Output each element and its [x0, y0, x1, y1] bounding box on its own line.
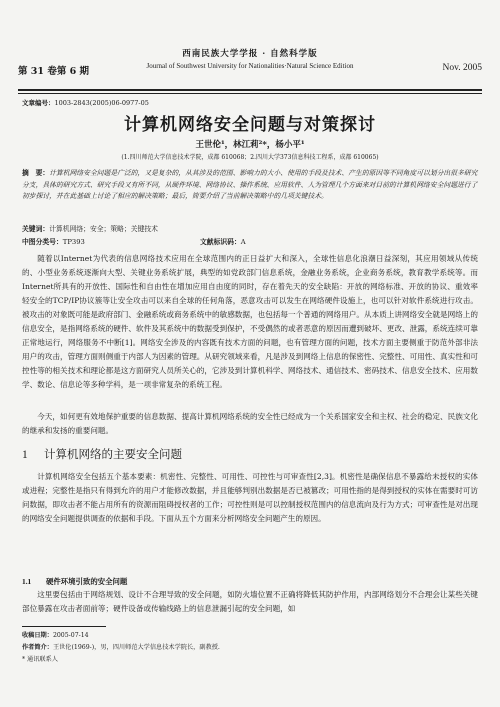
section-heading-1 [22, 446, 182, 462]
section-number: 1 [22, 449, 28, 461]
paper-title: 计算机网络安全问题与对策探讨 [124, 115, 376, 135]
paragraph-text: 随着以Internet为代表的信息网络技术应用在全球范围内的正日益扩大和深入，全球性信息化浪潮日益深刻，其应用领域从传统的、小型业务系统逐渐向大型、关键业务系统扩展，典型的如党政部门信息系统，金融业务系统，企业商务系统，教育教学系统等。而Internet所具有的开放性、国际性和自由性在增加应用自由度的同时，存在着先天的安全缺陷：开放的网络标准、开放的协议、重效率轻安全的TCP/IP协议簇等让安全攻击可以来自全球的任何角落，恶意攻击可以发生在网络硬件设施上，也可以针对软件系统进行攻击。被攻击的对象既可能是政府部门、金融系统或商务系统中的敏感数据，也包括每一个普通的网络用户。从本质上讲网络安全就是网络上的信息安全，是指网络系统的硬件、软件及其系统中的数据受到保护，不受偶然的或者恶意的原因而遭到破坏、更改、泄露，系统连续可靠正常地运行，网络服务不中断[1]。网络安全涉及的内容既有技术方面的问题，也有管理方面的问题，技术方面主要侧重于防范外部非法用户的攻击，管理方面则侧重于内部人为因素的管理。从研究领域来看，凡是涉及到网络上信息的保密性、完整性、可用性、真实性和可控性等的相关技术和理论都是这方面研究人员所关心的，它涉及到计算机科学、网络技术、通信技术、密码技术、信息安全技术、应用数学、数论、信息论等多种学科，是一项非常复杂的系统工程。 [22, 254, 478, 389]
doc-code-label: 文献标识码： [200, 238, 241, 246]
document-code [200, 236, 246, 246]
paragraph-text: 今天，如何更有效地保护重要的信息数据、提高计算机网络系统的安全性已经成为一个关系国家安全和主权、社会的稳定、民族文化的继承和发扬的重要问题。 [22, 412, 478, 435]
clc-label: 中图分类号： [22, 238, 63, 246]
issue-label: 第 31 卷第 6 期 [18, 66, 90, 77]
subsection-number: 1.1 [22, 577, 32, 586]
running-header [18, 47, 482, 87]
clc-number [22, 236, 85, 246]
footnote-author [22, 642, 220, 651]
section-title: 计算机网络的主要安全问题 [44, 447, 182, 461]
intro-paragraph-2 [22, 410, 478, 438]
abstract-text: 计算机网络安全问题是广泛的，又是复杂的，从其涉及的范围、影响力的大小、使用的手段及技术、产生的原因等不同角度可以划分出很多研究分支，具体的研究方式、研究手段又有所不同，从硬件环境、网络协议、操作系统、应用软件、人为管理几个方面来对目前的计算机网络安全问题进行了初步探讨，并在此基础上讨论了相应的解决策略；最后，简要介绍了当前解决策略中的几项关键技术。 [22, 169, 478, 200]
author-list: 王世伦¹，林江莉²*，杨小平¹ [195, 140, 305, 150]
keywords-label: 关键词： [22, 225, 50, 233]
clc-value: TP393 [62, 238, 85, 246]
author-bio: 王世伦(1969-)，男，四川师范大学信息技术学院长，副教授. [52, 644, 220, 651]
affiliations: (1.四川师范大学信息技术学院，成都 610068；2.四川大学373信息科技工程系，成都 610065) [121, 154, 379, 161]
keywords-text: 计算机网络；安全；策略；关键技术 [49, 225, 158, 233]
paragraph-text: 这里要包括由于网络规划、设计不合理导致的安全问题，如防火墙位置不正确将降低其防护作用，内部网络划分不合理会让某些关键部位暴露在攻击者面前等；硬件设备或传输线路上的信息泄漏引起的安全问题，如 [22, 590, 478, 613]
paragraph-text: 计算机网络安全包括五个基本要素：机密性、完整性、可用性、可控性与可审查性[2,3]。机密性是确保信息不暴露给未授权的实体或进程；完整性是指只有得到允许的用户才能修改数据，并且能够判别出数据是否已被篡改；可用性指的是得到授权的实体在需要时可访问数据，即攻击者不能占用所有的资源而阻碍授权者的工作；可控性则是可以控制授权范围内的信息流向及行为方式；可审查性是对出现的网络安全问题提供调查的依据和手段。下面从五个方面来分析网络安全问题产生的原因。 [22, 472, 478, 523]
header-rule [18, 89, 482, 91]
article-number [22, 98, 149, 107]
author-bio-label: 作者简介： [22, 644, 53, 651]
article-number-value: 1003-2843(2005)06-0977-05 [54, 99, 149, 107]
doc-code-value: A [240, 238, 246, 246]
journal-name-cn: 西南民族大学学报 · 自然科学版 [182, 49, 318, 59]
received-label: 收稿日期： [22, 632, 53, 639]
abstract-label: 摘 要： [22, 169, 50, 177]
subsection-title: 硬件环境引致的安全问题 [46, 577, 128, 586]
subsection-1-1-paragraph [22, 588, 478, 616]
footnote-corresponding: * 通讯联系人 [22, 656, 58, 663]
keywords [22, 223, 158, 233]
subsection-heading-1-1 [22, 576, 127, 587]
article-number-label: 文章编号： [22, 99, 55, 107]
received-date: 2005-07-14 [52, 632, 89, 639]
intro-paragraph-1 [22, 252, 478, 392]
journal-name-en: Journal of Southwest University for Nationalities·Natural Science Edition [146, 62, 354, 70]
issue-date: Nov. 2005 [442, 63, 482, 73]
journal-name [90, 47, 410, 70]
header-rule-thin [18, 93, 482, 94]
footnote-received [22, 630, 89, 639]
section-1-paragraph [22, 470, 478, 526]
abstract [22, 168, 478, 203]
footnote-rule [22, 626, 106, 627]
